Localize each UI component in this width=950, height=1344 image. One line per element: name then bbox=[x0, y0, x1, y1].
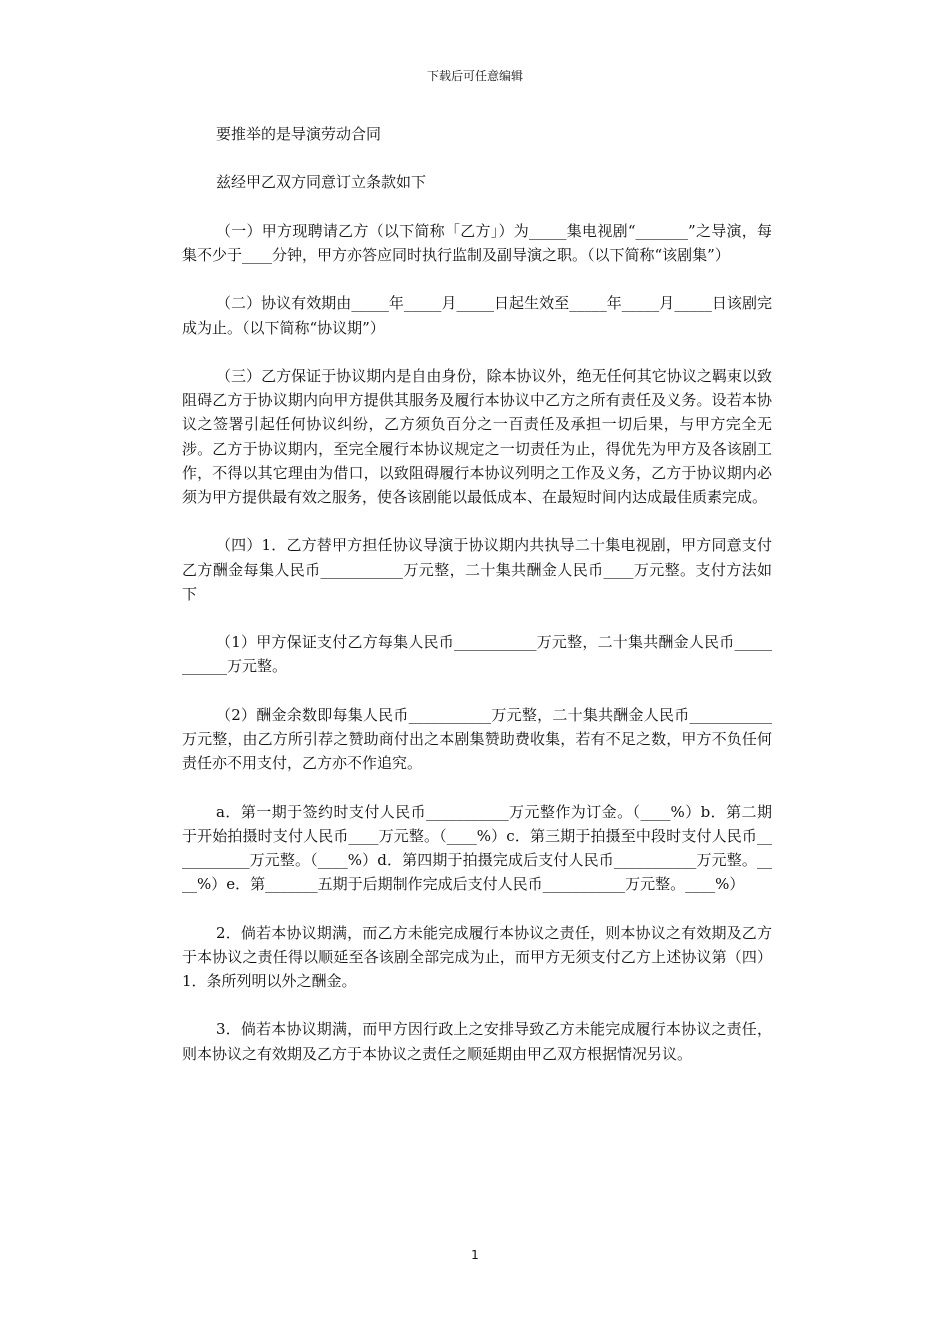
clause-2-paragraph: （二）协议有效期由_____年_____月_____日起生效至_____年_____月_____日该剧完成为止。（以下简称“协议期”） bbox=[182, 294, 772, 337]
payment-item-2-paragraph: （2）酬金余数即每集人民币___________万元整，二十集共酬金人民币___________万元整，由乙方所引荐之赞助商付出之本剧集赞助费收集，若有不足之数，甲方不负任何责任亦不用支付，乙方亦不作追究。 bbox=[182, 705, 772, 773]
clause-4-3-paragraph: 3．倘若本协议期满，而甲方因行政上之安排导致乙方未能完成履行本协议之责任，则本协议之有效期及乙方于本协议之责任之顺延期由甲乙双方根据情况另议。 bbox=[182, 1020, 772, 1063]
clause-1-paragraph: （一）甲方现聘请乙方（以下简称「乙方」）为_____集电视剧“_______”之导演，每集不少于____分钟，甲方亦答应同时执行监制及副导演之职。（以下简称“该剧集”） bbox=[182, 221, 772, 264]
page-number: 1 bbox=[471, 1248, 479, 1262]
payment-schedule-paragraph: a．第一期于签约时支付人民币___________万元整作为订金。（____%）b．第二期于开始拍摄时支付人民币____万元整。（____%）c．第三期于拍摄至中段时支付人民币___________万元整。（____%）d．第四期于拍摄完成后支付人民币___________万元整。____%）e．第_______五期于后期制作完成后支付人民币___________万元整。____%） bbox=[182, 802, 772, 894]
clause-4-2-paragraph: 2．倘若本协议期满，而乙方未能完成履行本协议之责任，则本协议之有效期及乙方于本协议之责任得以顺延至各该剧全部完成为止，而甲方无须支付乙方上述协议第（四）1．条所列明以外之酬金。 bbox=[182, 923, 772, 990]
page-header: 下载后可任意编辑 bbox=[426, 69, 523, 83]
contract-title-line: 要推举的是导演劳动合同 bbox=[216, 125, 382, 143]
clause-3-paragraph: （三）乙方保证于协议期内是自由身份，除本协议外，绝无任何其它协议之羁束以致阻碍乙方于协议期内向甲方提供其服务及履行本协议中乙方之所有责任及义务。设若本协议之签署引起任何协议纠纷，乙方须负百分之一百责任及承担一切后果，与甲方完全无涉。乙方于协议期内，至完全履行本协议规定之一切责任为止，得优先为甲方及各该剧工作，不得以其它理由为借口，以致阻碍履行本协议列明之工作及义务，乙方于协议期内必须为甲方提供最有效之服务，使各该剧能以最低成本、在最短时间内达成最佳质素完成。 bbox=[182, 366, 772, 506]
document-body bbox=[182, 122, 772, 1090]
payment-item-1-paragraph: （1）甲方保证支付乙方每集人民币___________万元整，二十集共酬金人民币___________万元整。 bbox=[182, 633, 772, 676]
contract-intro-line: 兹经甲乙双方同意订立条款如下 bbox=[216, 173, 427, 192]
clause-4-1-paragraph: （四）1．乙方替甲方担任协议导演于协议期内共执导二十集电视剧，甲方同意支付乙方酬金每集人民币___________万元整，二十集共酬金人民币____万元整。支付方法如下 bbox=[182, 536, 772, 603]
